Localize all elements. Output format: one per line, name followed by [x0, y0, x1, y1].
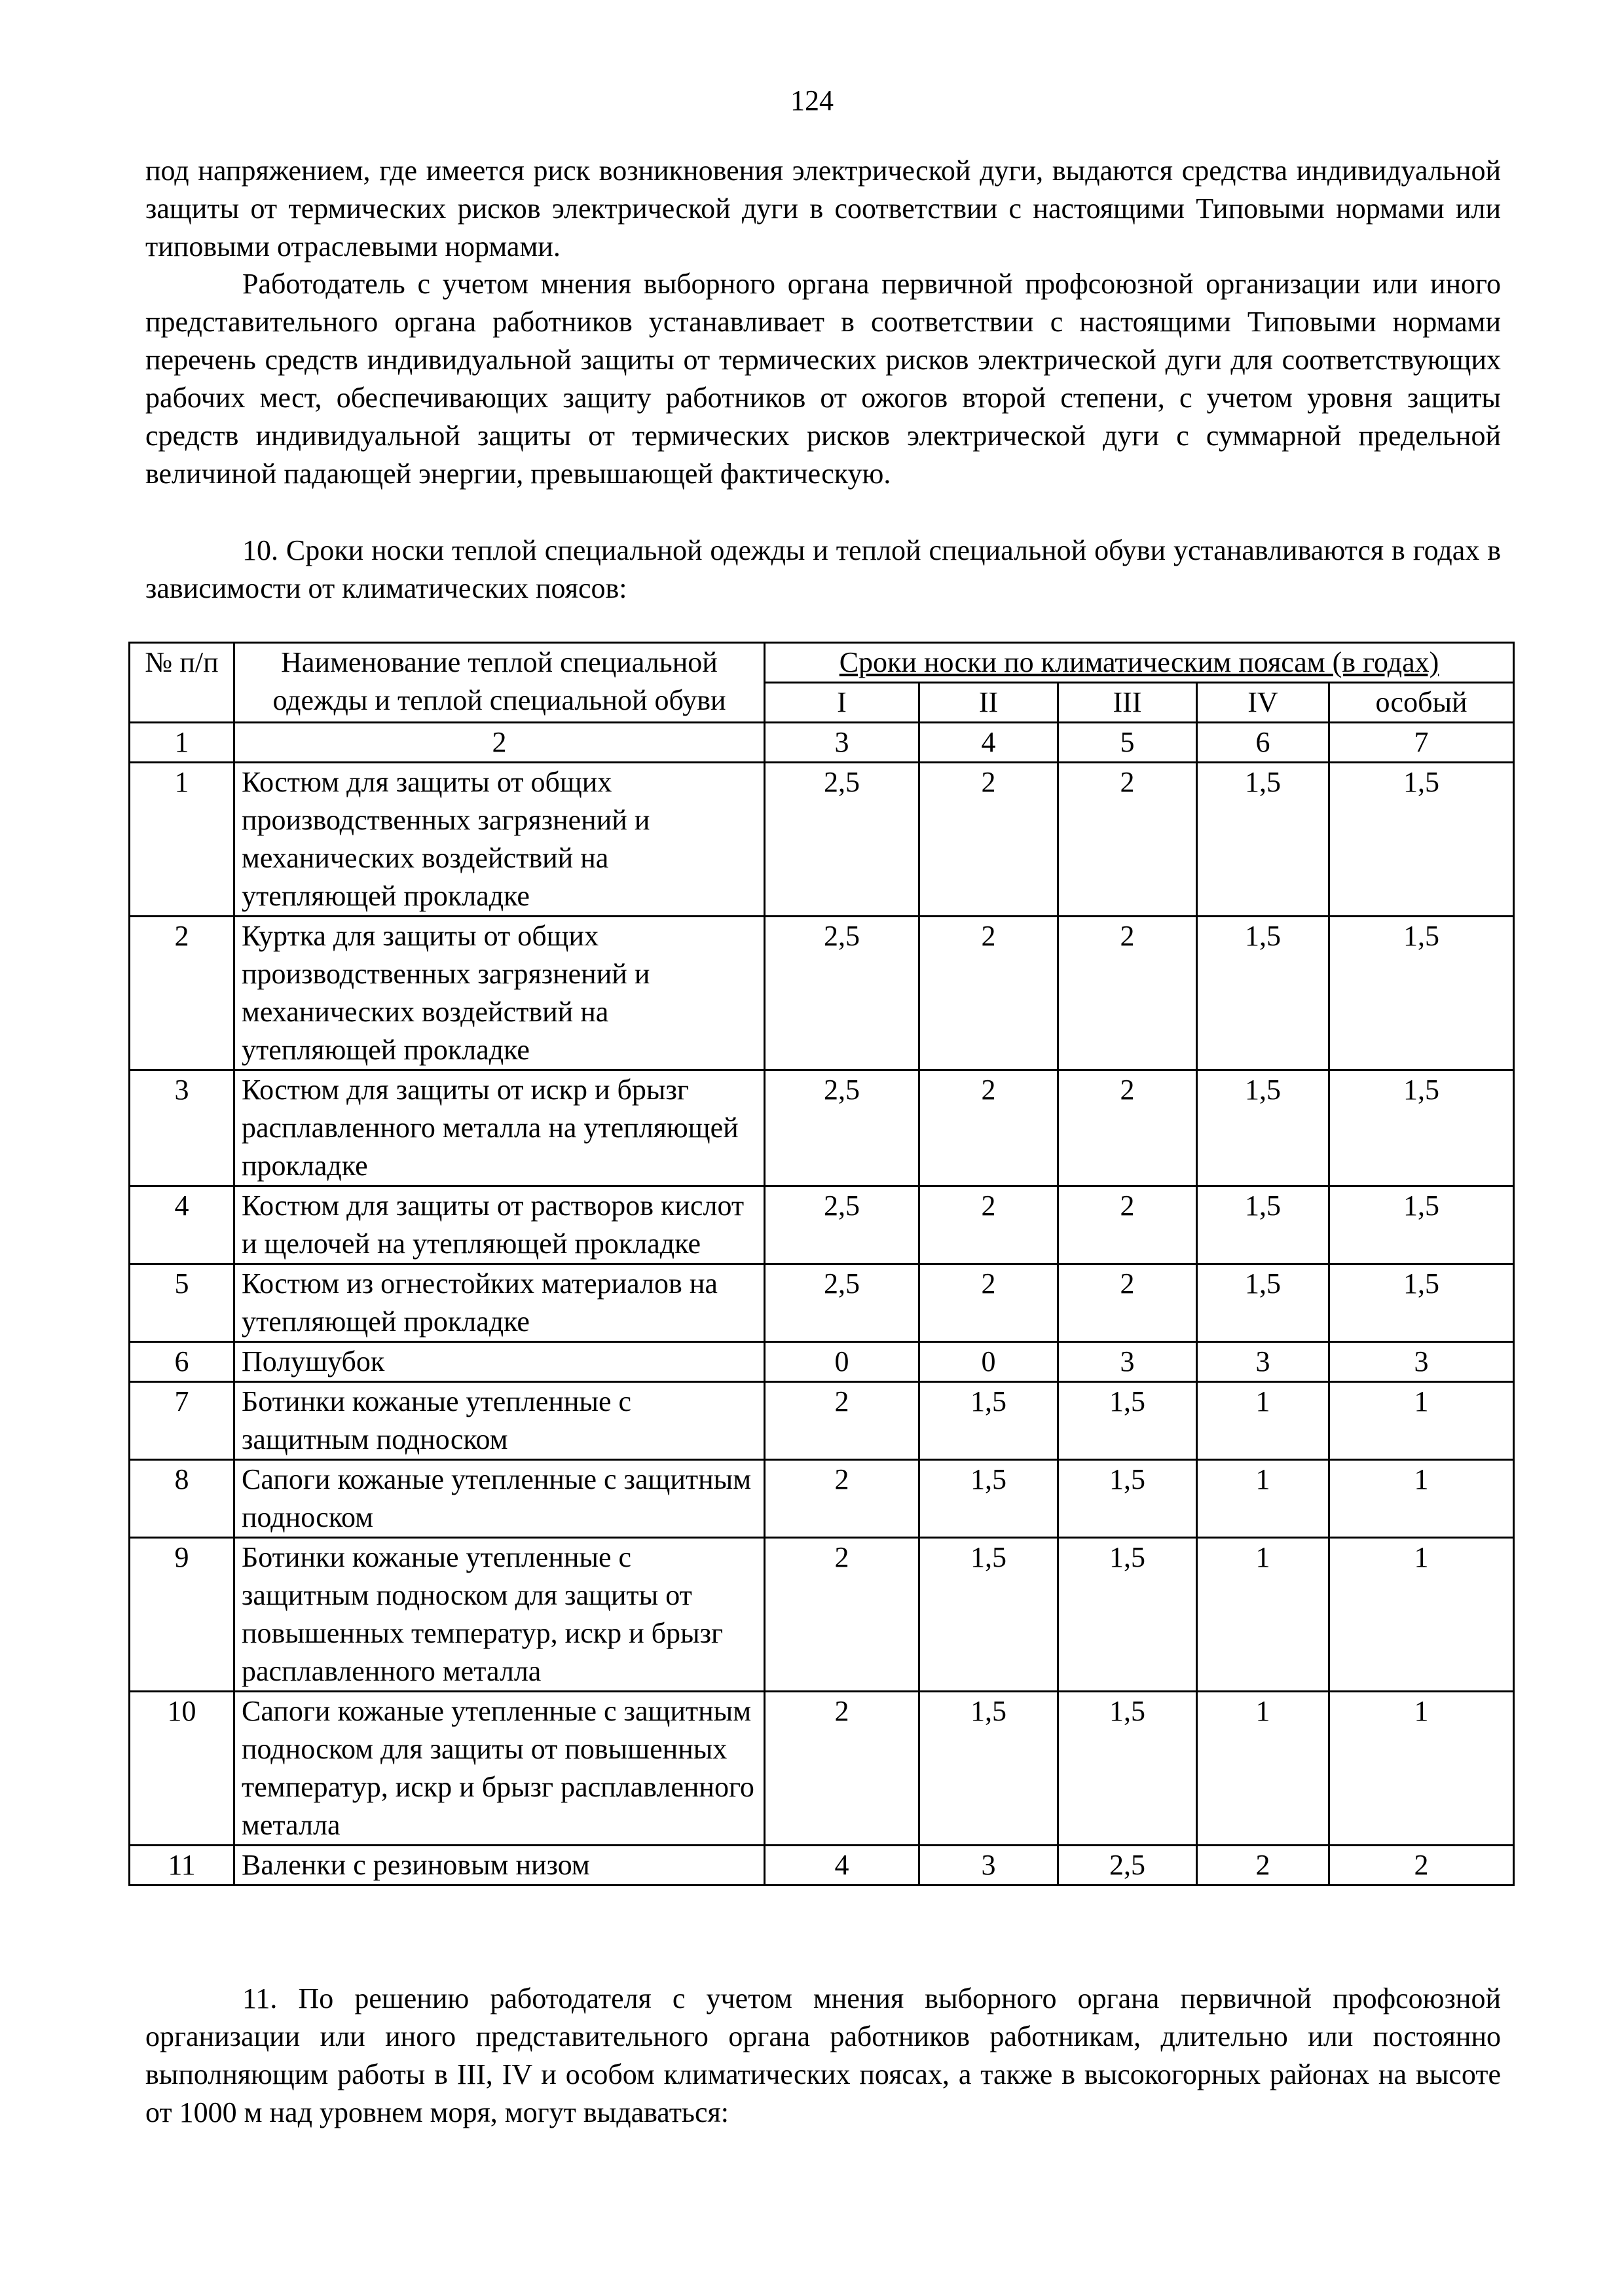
term-value: 1,5: [1058, 1538, 1197, 1692]
term-value: 1,5: [1197, 1186, 1329, 1264]
term-value: 2,5: [765, 763, 919, 917]
term-value: 2: [919, 1186, 1058, 1264]
term-value: 1,5: [1197, 917, 1329, 1070]
column-number: 1: [130, 723, 234, 763]
term-value: 2: [1197, 1846, 1329, 1886]
table-row: [130, 917, 1514, 1070]
term-value: 3: [919, 1846, 1058, 1886]
term-value: 1,5: [919, 1382, 1058, 1460]
term-value: 2: [1058, 1264, 1197, 1342]
header-name: Наименование теплой специальной одежды и теплой специальной обуви: [234, 643, 765, 723]
term-value: 2: [1058, 917, 1197, 1070]
header-num: № п/п: [130, 643, 234, 723]
item-name: Костюм для защиты от искр и брызг расплавленного металла на утепляющей прокладке: [234, 1070, 765, 1186]
table-row: [130, 1538, 1514, 1692]
term-value: 2: [1058, 763, 1197, 917]
term-value: 2: [919, 1070, 1058, 1186]
term-value: 2,5: [765, 1186, 919, 1264]
table-row: [130, 1070, 1514, 1186]
term-value: 1,5: [1197, 763, 1329, 917]
header-terms-text: Сроки носки по климатическим поясам (в годах): [839, 646, 1439, 678]
term-value: 1: [1329, 1538, 1514, 1692]
term-value: 1,5: [919, 1692, 1058, 1846]
column-number: 7: [1329, 723, 1514, 763]
term-value: 3: [1197, 1342, 1329, 1382]
table-row: [130, 1382, 1514, 1460]
term-value: 1,5: [1329, 1186, 1514, 1264]
term-value: 2: [1058, 1070, 1197, 1186]
item-name: Полушубок: [234, 1342, 765, 1382]
paragraph-item-10: 10. Сроки носки теплой специальной одежды и теплой специальной обуви устанавливаются в годах в зависимости от климатических поясов:: [145, 534, 1501, 604]
term-value: 1,5: [919, 1460, 1058, 1538]
term-value: 1: [1329, 1460, 1514, 1538]
term-value: 4: [765, 1846, 919, 1886]
row-number: 10: [130, 1692, 234, 1846]
header-zone: III: [1058, 683, 1197, 723]
term-value: 1: [1197, 1382, 1329, 1460]
paragraph-continuation: под напряжением, где имеется риск возникновения электрической дуги, выдаются средства индивидуальной защиты от термических рисков электрической дуги в соответствии с настоящими Типовыми нормами или типовыми отраслевыми нормами.: [145, 155, 1501, 263]
header-zone: особый: [1329, 683, 1514, 723]
term-value: 1,5: [1058, 1382, 1197, 1460]
column-number: 5: [1058, 723, 1197, 763]
term-value: 2: [919, 1264, 1058, 1342]
term-value: 1,5: [1329, 763, 1514, 917]
term-value: 1: [1197, 1460, 1329, 1538]
row-number: 4: [130, 1186, 234, 1264]
term-value: 1,5: [1058, 1460, 1197, 1538]
row-number: 8: [130, 1460, 234, 1538]
paragraph-employer-list: Работодатель с учетом мнения выборного органа первичной профсоюзной организации или иного представительного органа работников устанавливает в соответствии с настоящими Типовыми нормами перечень средств индивидуальной защиты от термических рисков электрической дуги для соответствующих рабочих мест, обеспечивающих защиту работников от ожогов второй степени, с учетом уровня защиты средств индивидуальной защиты от термических рисков электрической дуги с суммарной предельной величиной падающей энергии, превышающей фактическую.: [145, 268, 1501, 490]
item-name: Сапоги кожаные утепленные с защитным подноском для защиты от повышенных температур, искр и брызг расплавленного металла: [234, 1692, 765, 1846]
term-value: 1,5: [1197, 1264, 1329, 1342]
paragraph-item-11: 11. По решению работодателя с учетом мнения выборного органа первичной профсоюзной организации или иного представительного органа работников работникам, длительно или постоянно выполняющим работы в III, IV и особом климатических поясах, а также в высокогорных районах на высоте от 1000 м над уровнем моря, могут выдаваться:: [145, 1982, 1501, 2128]
term-value: 2: [919, 763, 1058, 917]
table-row: [130, 763, 1514, 917]
header-zone: IV: [1197, 683, 1329, 723]
term-value: 0: [765, 1342, 919, 1382]
row-number: 11: [130, 1846, 234, 1886]
table-row: [130, 1460, 1514, 1538]
column-numbers-row: [130, 723, 1514, 763]
term-value: 2: [1329, 1846, 1514, 1886]
table-body: [130, 643, 1514, 1886]
row-number: 1: [130, 763, 234, 917]
column-number: 2: [234, 723, 765, 763]
term-value: 2: [765, 1382, 919, 1460]
row-number: 2: [130, 917, 234, 1070]
item-name: Сапоги кожаные утепленные с защитным подноском: [234, 1460, 765, 1538]
table-row: [130, 1846, 1514, 1886]
term-value: 2,5: [765, 917, 919, 1070]
table-row: [130, 1264, 1514, 1342]
page-number: 124: [790, 84, 834, 117]
term-value: 3: [1058, 1342, 1197, 1382]
term-value: 2: [765, 1460, 919, 1538]
term-value: 2: [765, 1692, 919, 1846]
term-value: 1: [1197, 1692, 1329, 1846]
item-name: Ботинки кожаные утепленные с защитным подноском для защиты от повышенных температур, искр и брызг расплавленного металла: [234, 1538, 765, 1692]
term-value: 2: [1058, 1186, 1197, 1264]
term-value: 2: [765, 1538, 919, 1692]
term-value: 1,5: [1197, 1070, 1329, 1186]
term-value: 1,5: [1329, 1264, 1514, 1342]
header-zone: II: [919, 683, 1058, 723]
table-header-row: [130, 643, 1514, 683]
term-value: 1: [1329, 1692, 1514, 1846]
row-number: 6: [130, 1342, 234, 1382]
term-value: 2: [919, 917, 1058, 1070]
term-value: 2,5: [765, 1264, 919, 1342]
row-number: 7: [130, 1382, 234, 1460]
term-value: 1,5: [1058, 1692, 1197, 1846]
item-name: Валенки с резиновым низом: [234, 1846, 765, 1886]
table-row: [130, 1692, 1514, 1846]
term-value: 1: [1329, 1382, 1514, 1460]
item-name: Куртка для защиты от общих производственных загрязнений и механических воздействий на утепляющей прокладке: [234, 917, 765, 1070]
row-number: 3: [130, 1070, 234, 1186]
column-number: 4: [919, 723, 1058, 763]
term-value: 1,5: [919, 1538, 1058, 1692]
header-zone: I: [765, 683, 919, 723]
table-row: [130, 1342, 1514, 1382]
item-name: Костюм для защиты от общих производственных загрязнений и механических воздействий на утепляющей прокладке: [234, 763, 765, 917]
term-value: 0: [919, 1342, 1058, 1382]
row-number: 9: [130, 1538, 234, 1692]
term-value: 1,5: [1329, 1070, 1514, 1186]
term-value: 2,5: [1058, 1846, 1197, 1886]
term-value: 2,5: [765, 1070, 919, 1186]
item-name: Костюм для защиты от растворов кислот и щелочей на утепляющей прокладке: [234, 1186, 765, 1264]
term-value: 1,5: [1329, 917, 1514, 1070]
warm-clothing-terms-table: [128, 642, 1515, 1886]
column-number: 3: [765, 723, 919, 763]
term-value: 3: [1329, 1342, 1514, 1382]
row-number: 5: [130, 1264, 234, 1342]
header-terms: [765, 643, 1514, 683]
table-row: [130, 1186, 1514, 1264]
item-name: Костюм из огнестойких материалов на утепляющей прокладке: [234, 1264, 765, 1342]
item-name: Ботинки кожаные утепленные с защитным подноском: [234, 1382, 765, 1460]
column-number: 6: [1197, 723, 1329, 763]
term-value: 1: [1197, 1538, 1329, 1692]
